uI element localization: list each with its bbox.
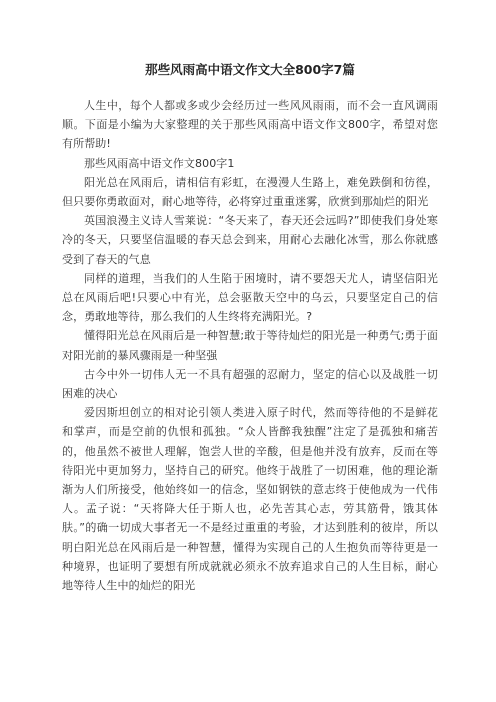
- body-paragraph: 同样的道理，当我们的人生陷于困境时，请不要怨天尤人，请坚信阳光总在风雨后吧!只要心中有光，总会驱散天空中的乌云，只要坚定自己的信念，勇敢地等待，那么我们的人生终将充满阳光。?: [62, 271, 438, 324]
- body-paragraph: 懂得阳光总在风雨后是一种智慧;敢于等待灿烂的阳光是一种勇气;勇于面对阳光前的暴风骤雨是一种坚强: [62, 329, 438, 362]
- article-body: [62, 96, 438, 595]
- page-title: 那些风雨高中语文作文大全800字7篇: [145, 62, 355, 77]
- body-paragraph: 阳光总在风雨后，请相信有彩虹，在漫漫人生路上，难免跌倒和彷徨，但只要你勇敢面对，耐心地等待，必将穿过重重迷雾，欣赏到那灿烂的阳光: [62, 175, 438, 209]
- section-heading: 那些风雨高中语文作文800字1: [84, 156, 235, 170]
- intro-paragraph: 人生中，每个人都或多或少会经历过一些风风雨雨，而不会一直风调雨顺。下面是小编为大家整理的关于那些风雨高中语文作文800字，希望对您有所帮助!: [62, 99, 438, 151]
- body-paragraph: 英国浪漫主义诗人雪莱说：“冬天来了，春天还会远吗?”即使我们身处寒冷的冬天，只要坚信温暖的春天总会到来，用耐心去融化冰雪，那么你就感受到了春天的气息: [62, 214, 438, 266]
- body-paragraph: 爱因斯坦创立的相对论引领人类进入原子时代，然而等待他的不是鲜花和掌声，而是空前的仇恨和孤独。“众人皆醉我独醒”注定了是孤独和痛苦的，他虽然不被世人理解，饱尝人世的辛酸，但是他并没有放弃，反而在等待阳光中更加努力，坚持自己的研究。他终于战胜了一切困难，他的理论渐渐为人们所接受，他始终如一的信念，坚如钢铁的意志终于使他成为一代伟人。孟子说：“天将降大任于斯人也，必先苦其心志，劳其筋骨，饿其体肤。”的确一切成大事者无一不是经过重重的考验，才达到胜利的彼岸，所以明白阳光总在风雨后是一种智慧，懂得为实现自己的人生抱负而等待更是一种境界，也证明了要想有所成就就必须永不放弃追求自己的人生目标，耐心地等待人生中的灿烂的阳光: [62, 406, 438, 593]
- body-paragraph: 古今中外一切伟人无一不具有超强的忍耐力，坚定的信心以及战胜一切困难的决心: [62, 367, 438, 401]
